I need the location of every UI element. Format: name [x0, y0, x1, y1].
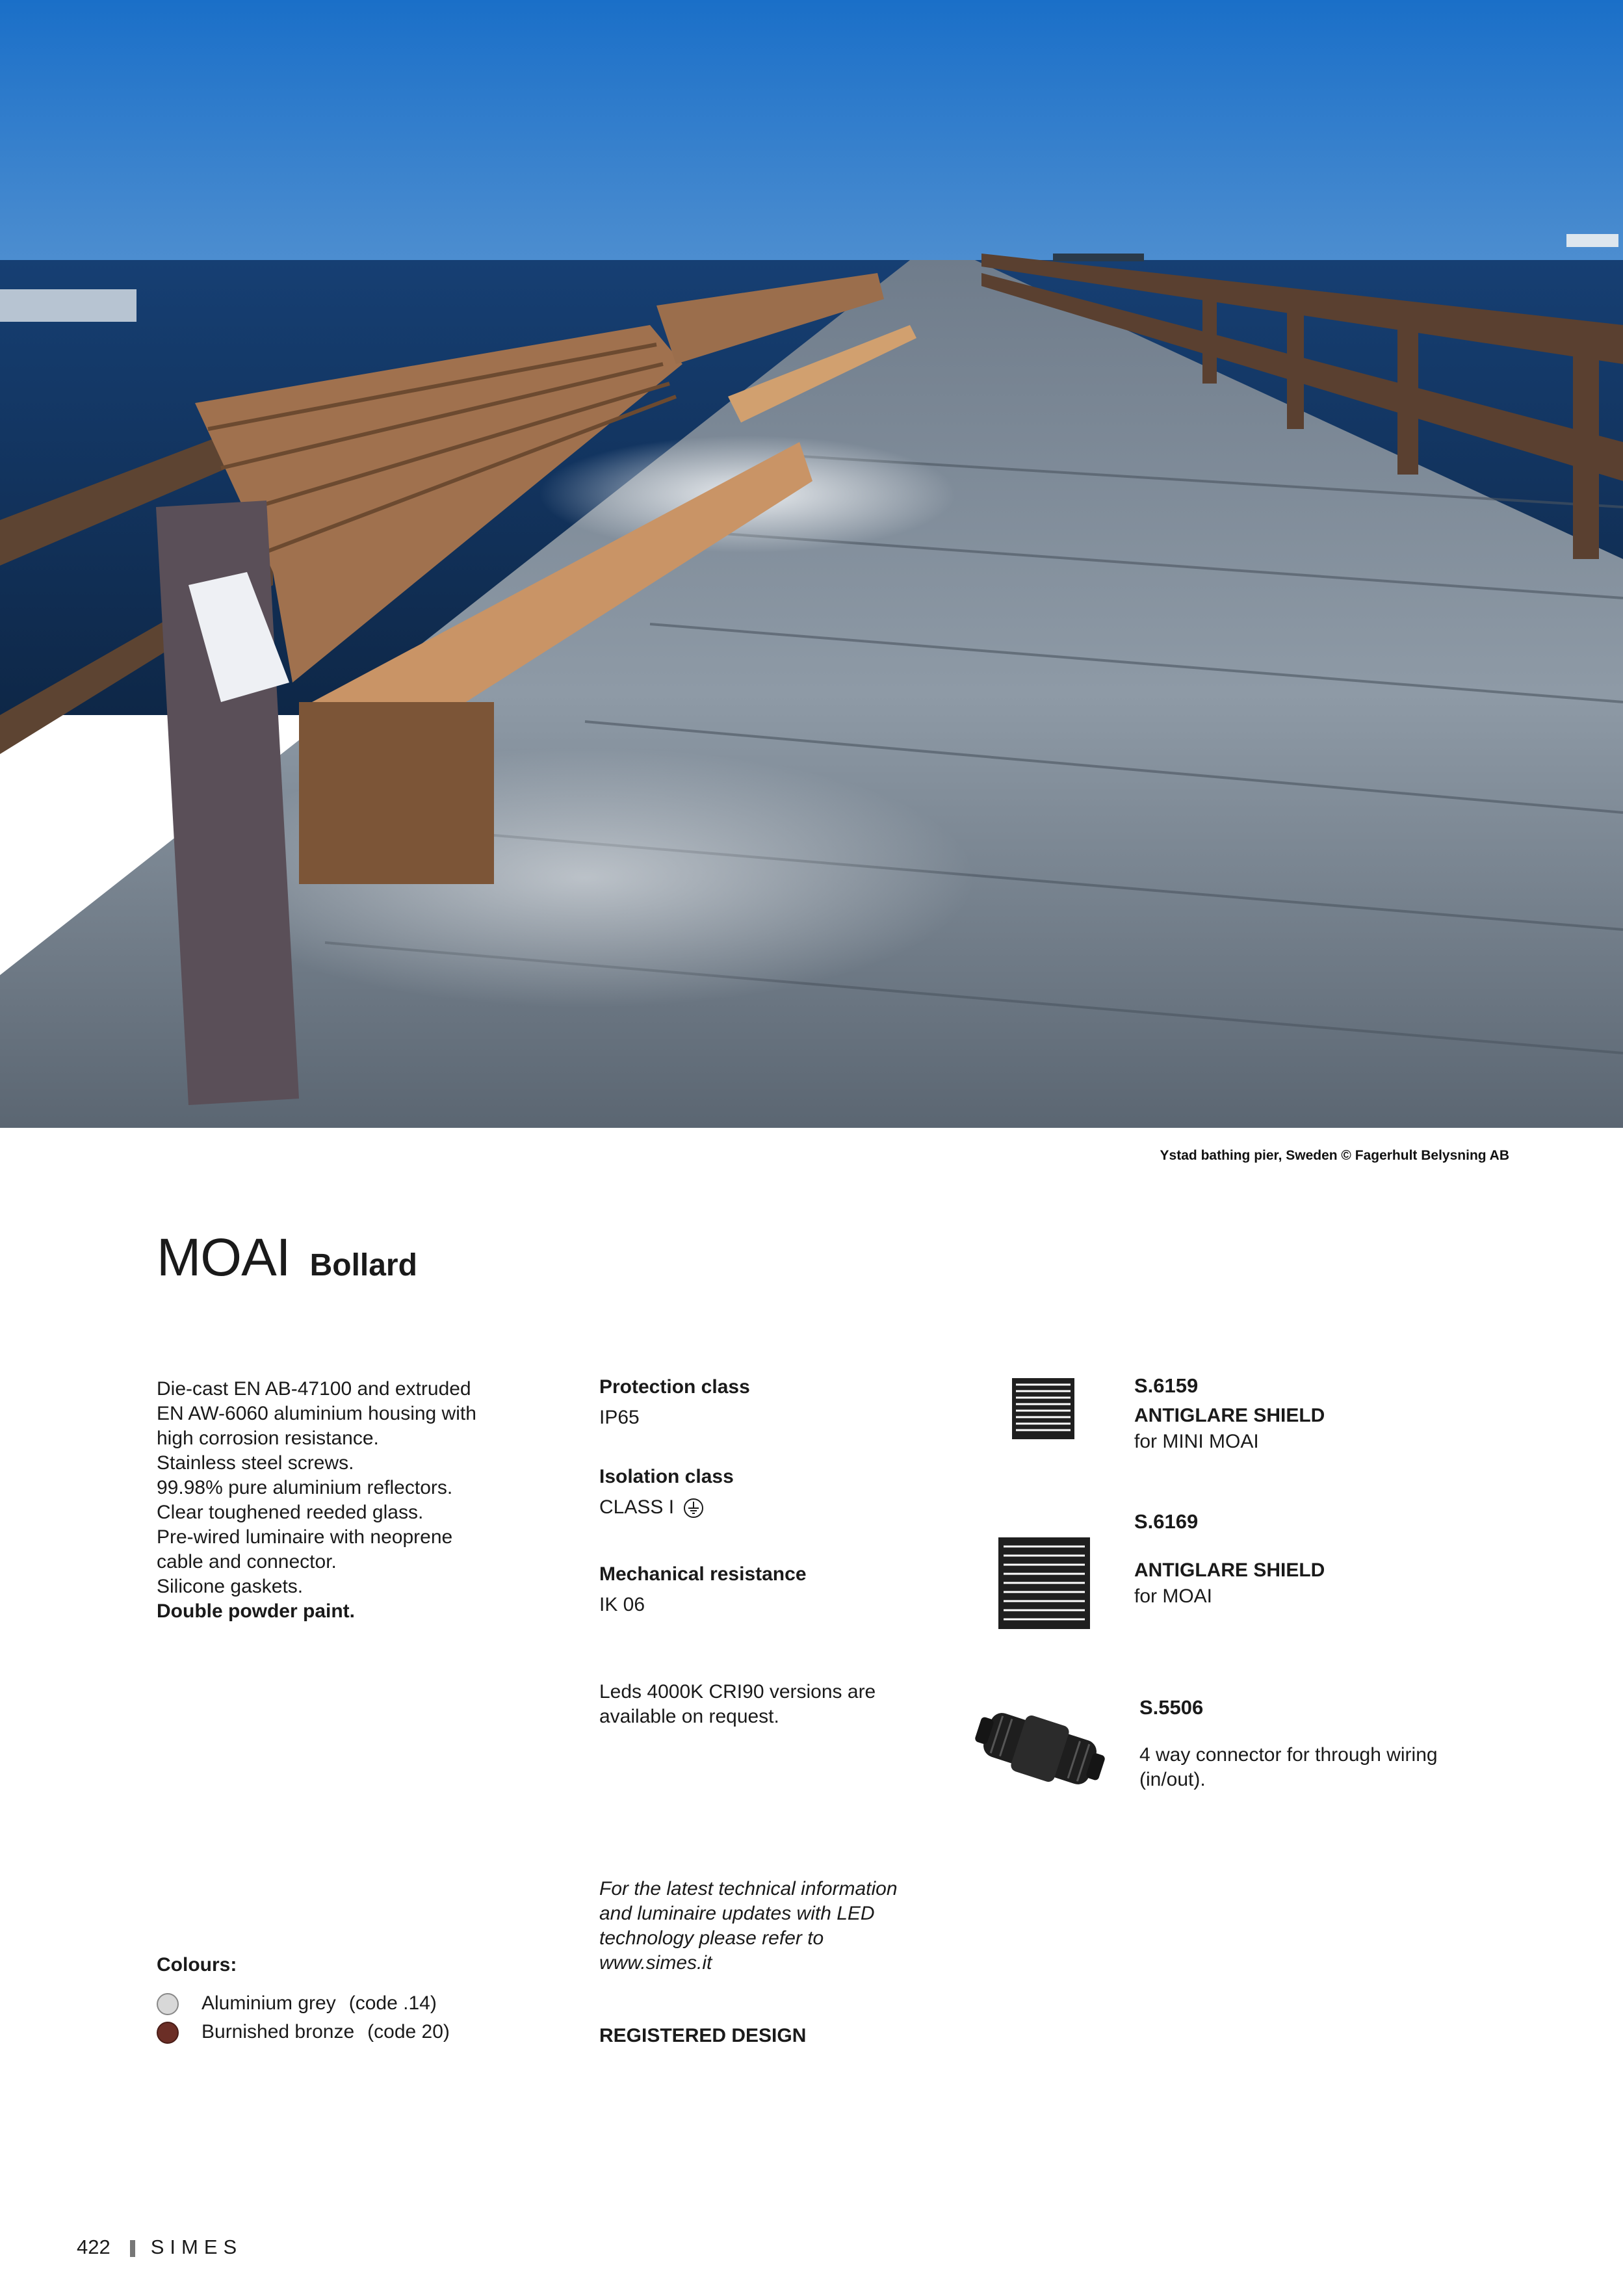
- protection-class-label: Protection class: [599, 1376, 750, 1398]
- accessory-for: for MOAI: [1134, 1585, 1213, 1607]
- pier-illustration: [0, 0, 1623, 1128]
- protection-class-value: IP65: [599, 1407, 640, 1428]
- brand-name: SIMES: [150, 2236, 243, 2258]
- accessory-code: S.5506: [1139, 1696, 1204, 1719]
- leds-note: [599, 1680, 963, 1729]
- colour-list: [157, 1989, 450, 2046]
- accessory-description-line: (in/out).: [1139, 1769, 1206, 1790]
- footer-separator: [130, 2240, 135, 2257]
- antiglare-shield-small-icon: [1011, 1377, 1076, 1441]
- product-description: [157, 1377, 521, 1624]
- isolation-class-label: Isolation class: [599, 1466, 734, 1487]
- isolation-class-row: [599, 1495, 963, 1520]
- accessory-for: for MINI MOAI: [1134, 1431, 1259, 1452]
- colour-swatch: [157, 2022, 179, 2044]
- colours-label: Colours:: [157, 1954, 237, 1976]
- accessory-code: S.6169: [1134, 1510, 1199, 1533]
- description-line: Clear toughened reeded glass.: [157, 1502, 424, 1523]
- isolation-class-value: CLASS I: [599, 1496, 675, 1518]
- antiglare-shield-large-icon: [997, 1536, 1091, 1630]
- description-line: 99.98% pure aluminium reflectors.: [157, 1477, 453, 1498]
- colour-code: (code 20): [367, 2021, 450, 2042]
- leds-note-line: available on request.: [599, 1706, 779, 1727]
- accessory-description: [1139, 1743, 1503, 1792]
- mechanical-resistance-label: Mechanical resistance: [599, 1563, 807, 1585]
- product-name: MOAI: [157, 1228, 291, 1287]
- earth-ground-icon: [683, 1498, 704, 1519]
- description-bold-line: Double powder paint.: [157, 1600, 355, 1622]
- page-number: 422: [77, 2236, 110, 2258]
- colour-item: [157, 1989, 450, 2018]
- info-line: For the latest technical information: [599, 1878, 898, 1899]
- hero-photo: [0, 0, 1623, 1128]
- description-line: Silicone gaskets.: [157, 1576, 304, 1597]
- connector-icon: [972, 1697, 1108, 1801]
- info-line: and luminaire updates with LED: [599, 1903, 875, 1924]
- page-footer: [77, 2236, 242, 2259]
- accessory-name: ANTIGLARE SHIELD: [1134, 1405, 1325, 1426]
- accessory-code: S.6159: [1134, 1374, 1199, 1397]
- technical-info-note: [599, 1877, 963, 1976]
- registered-design: REGISTERED DESIGN: [599, 2025, 807, 2046]
- description-line: Die-cast EN AB-47100 and extruded: [157, 1378, 471, 1400]
- colour-name: Aluminium grey: [201, 1992, 336, 2014]
- colour-name: Burnished bronze: [201, 2021, 355, 2042]
- leds-note-line: Leds 4000K CRI90 versions are: [599, 1681, 876, 1702]
- info-line: technology please refer to: [599, 1927, 824, 1949]
- description-line: EN AW-6060 aluminium housing with: [157, 1403, 476, 1424]
- colour-item: [157, 2018, 450, 2046]
- product-category: Bollard: [309, 1248, 417, 1283]
- mechanical-resistance-value: IK 06: [599, 1594, 645, 1615]
- description-line: Pre-wired luminaire with neoprene: [157, 1526, 453, 1548]
- description-line: high corrosion resistance.: [157, 1428, 379, 1449]
- photo-caption: Ystad bathing pier, Sweden © Fagerhult Belysning AB: [1160, 1148, 1509, 1163]
- description-line: Stainless steel screws.: [157, 1452, 354, 1474]
- info-website-link[interactable]: www.simes.it: [599, 1952, 712, 1974]
- accessory-description-line: 4 way connector for through wiring: [1139, 1744, 1438, 1766]
- colour-code: (code .14): [348, 1992, 437, 2014]
- accessory-name: ANTIGLARE SHIELD: [1134, 1559, 1325, 1581]
- colour-swatch: [157, 1993, 179, 2015]
- product-title: [157, 1227, 417, 1288]
- description-line: cable and connector.: [157, 1551, 337, 1572]
